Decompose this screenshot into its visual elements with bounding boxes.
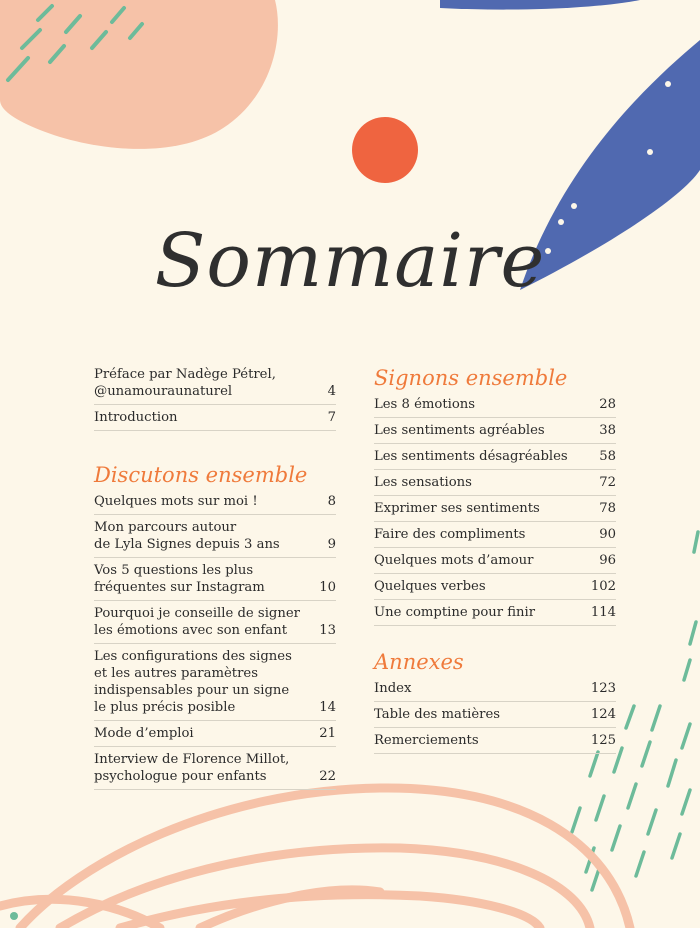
toc-entry [94,366,336,405]
toc-entry-label: Vos 5 questions les plus fréquentes sur Instagram [94,563,265,595]
toc-entry [94,562,336,601]
toc-entry-page: 8 [327,494,336,509]
toc-entry-page: 7 [327,410,336,425]
toc-entry-label: Les configurations des signes et les autres paramètres indispensables pour un signe le plus précis posible [94,649,292,715]
toc-entry-page: 13 [319,623,336,638]
toc-entry-page: 28 [599,397,616,412]
toc-entry [94,409,336,431]
toc-entry-page: 124 [590,707,616,722]
toc-right-column [374,366,616,758]
toc-entry-label: Quelques mots d’amour [374,553,534,568]
green-dot-bottom-left [10,912,18,920]
toc-entry-label: Mode d’emploi [94,726,194,741]
section-heading: Annexes [374,650,464,674]
toc-entry-label: Les 8 émotions [374,397,476,412]
toc-entry-label: Les sentiments agréables [374,423,545,438]
toc-entry [94,605,336,644]
toc-entry-page: 10 [319,580,336,595]
toc-entry [374,500,616,522]
toc-entry-page: 102 [590,579,616,594]
toc-entry-page: 58 [599,449,616,464]
toc-entry-label: Interview de Florence Millot, psychologue pour enfants [94,752,290,784]
toc-entry [374,448,616,470]
toc-entry-label: Table des matières [374,707,501,722]
toc-entry [374,552,616,574]
toc-entry-label: Les sentiments désagréables [374,449,568,464]
toc-entry-label: Exprimer ses sentiments [374,501,540,516]
toc-entry-page: 22 [319,769,336,784]
toc-entry-page: 78 [599,501,616,516]
toc-entry-page: 21 [319,726,336,741]
page-title: Sommaire [154,218,546,304]
toc-entry [374,680,616,702]
toc-entry-label: Index [374,681,412,696]
toc-entry-page: 114 [590,605,616,620]
toc-entry-page: 96 [599,553,616,568]
section-heading: Signons ensemble [374,366,568,390]
toc-entry-label: Introduction [94,410,178,425]
toc-entry-label: Les sensations [374,475,472,490]
toc-entry-label: Faire des compliments [374,527,526,542]
toc-entry-label: Pourquoi je conseille de signer les émotions avec son enfant [94,606,300,638]
toc-entry-page: 14 [319,700,336,715]
toc-entry-page: 72 [599,475,616,490]
toc-entry-label: Quelques mots sur moi ! [94,494,258,509]
toc-entry [374,422,616,444]
section-heading: Discutons ensemble [94,463,308,487]
toc-entry [374,732,616,754]
toc-entry-page: 123 [590,681,616,696]
toc-entry [94,519,336,558]
peach-swirls [0,788,630,928]
toc-entry-label: Préface par Nadège Pétrel, @unamouraunaturel [94,367,276,399]
toc-entry [374,578,616,600]
blue-leaf-top [440,0,640,10]
toc-left-column [94,366,336,794]
toc-entry [94,648,336,721]
toc-entry-label: Mon parcours autour de Lyla Signes depuis 3 ans [94,520,280,552]
toc-entry [374,604,616,626]
toc-entry-page: 125 [590,733,616,748]
toc-entry-page: 90 [599,527,616,542]
toc-entry-page: 9 [327,537,336,552]
red-dot [352,117,418,183]
toc-entry-page: 4 [327,384,336,399]
toc-entry-label: Remerciements [374,733,479,748]
toc-entry [94,751,336,790]
toc-entry-label: Une comptine pour finir [374,605,536,620]
toc-entry-label: Quelques verbes [374,579,486,594]
toc-entry [374,526,616,548]
toc-entry-page: 38 [599,423,616,438]
toc-entry [374,396,616,418]
toc-entry [94,493,336,515]
toc-entry [374,474,616,496]
toc-entry [94,725,336,747]
peach-blob [0,0,278,149]
toc-entry [374,706,616,728]
